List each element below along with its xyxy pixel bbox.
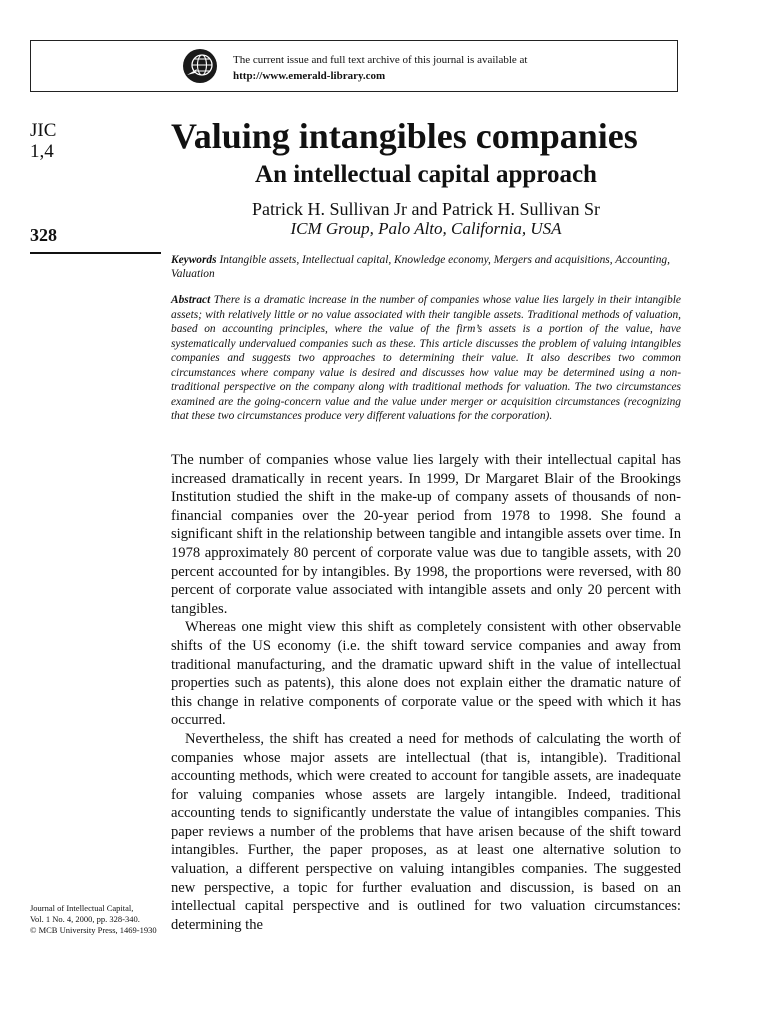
emerald-library-link[interactable]: http://www.emerald-library.com	[233, 70, 386, 82]
abstract-label: Abstract	[171, 294, 211, 306]
body-paragraph: Whereas one might view this shift as completely consistent with other observable shifts of the US economy (i.e. the shift toward service companies and away from traditional manufacturing, and the dramatic upward shift in the value of intellectual properties such as patents), this alone does not explain either the dramatic nature of this change in relative components of corporate value or the speed with which it has occurred.	[171, 619, 681, 729]
abstract-text: There is a dramatic increase in the number of companies whose value lies largely in their intangible assets; with relatively little or no value associated with their tangible assets. Traditional methods of valuation, based on accounting principles, where the value of the firm’s assets is a portion of the value, have systematically undervalued companies such as these. This article discusses the problem of valuing intangibles companies and suggests two approaches to determining their value. It also describes two common circumstances where company value is desired and discusses how value may be determined using a non-traditional perspective on the company along with traditional methods for valuation. The two circumstances examined are the going-concern value and the value under merger or acquisition circumstances (recognizing that these two circumstances produce very different valuations for the corporation).	[171, 294, 681, 422]
citation-footer	[30, 903, 157, 936]
page-number: 328	[30, 225, 57, 245]
volume-issue: 1,4	[30, 141, 54, 162]
sidebar-divider	[30, 252, 161, 254]
journal-availability-banner	[30, 40, 678, 92]
footer-journal-name: Journal of Intellectual Capital,	[30, 903, 134, 913]
keywords-label: Keywords	[171, 254, 217, 266]
keywords-section	[171, 253, 681, 282]
body-paragraph: Nevertheless, the shift has created a need for methods of calculating the worth of companies whose major assets are intellectual (that is, intangible). Traditional accounting methods, which were created to account for tangible assets, are inadequate for valuing companies whose assets are largely intangible. Indeed, traditional accounting tends to significantly understate the value of intangibles companies. This paper reviews a number of the problems that have arisen because of the shift toward intangibles. Further, the paper proposes, as at least one alternative solution to valuation, a different perspective on valuing intangibles companies. The suggested new perspective, a topic for further evaluation and discussion, is based on an intellectual capital perspective and is outlined for two valuation circumstances: determining the	[171, 730, 681, 933]
journal-abbreviation: JIC	[30, 120, 57, 141]
footer-copyright: © MCB University Press, 1469-1930	[30, 925, 157, 935]
keywords-text: Intangible assets, Intellectual capital, Knowledge economy, Mergers and acquisitions, Accounting, Valuation	[171, 254, 670, 281]
article-authors: Patrick H. Sullivan Jr and Patrick H. Sullivan Sr	[252, 199, 600, 219]
article-title: Valuing intangibles companies	[171, 116, 638, 156]
banner-availability-text: The current issue and full text archive of this journal is available at	[233, 54, 528, 66]
footer-volume-pages: Vol. 1 No. 4, 2000, pp. 328-340.	[30, 914, 140, 924]
abstract-section	[171, 293, 681, 424]
globe-icon	[183, 49, 217, 83]
author-affiliation: ICM Group, Palo Alto, California, USA	[290, 219, 562, 238]
journal-code	[30, 120, 56, 162]
article-body	[171, 451, 681, 934]
body-paragraph: The number of companies whose value lies largely with their intellectual capital has increased dramatically in recent years. In 1999, Dr Margaret Blair of the Brookings Institution studied the shift in the make-up of company assets of thousands of non-financial companies over the 20-year period from 1978 to 1998. She found a significant shift in the relationship between tangible and intangible assets over time. In 1978 approximately 80 percent of corporate value was due to tangible assets, with 20 percent accounted for by intangibles. By 1998, the proportions were reversed, with 80 percent of corporate value associated with intangible assets and only 20 percent with tangibles.	[171, 452, 681, 617]
article-subtitle: An intellectual capital approach	[255, 161, 597, 188]
